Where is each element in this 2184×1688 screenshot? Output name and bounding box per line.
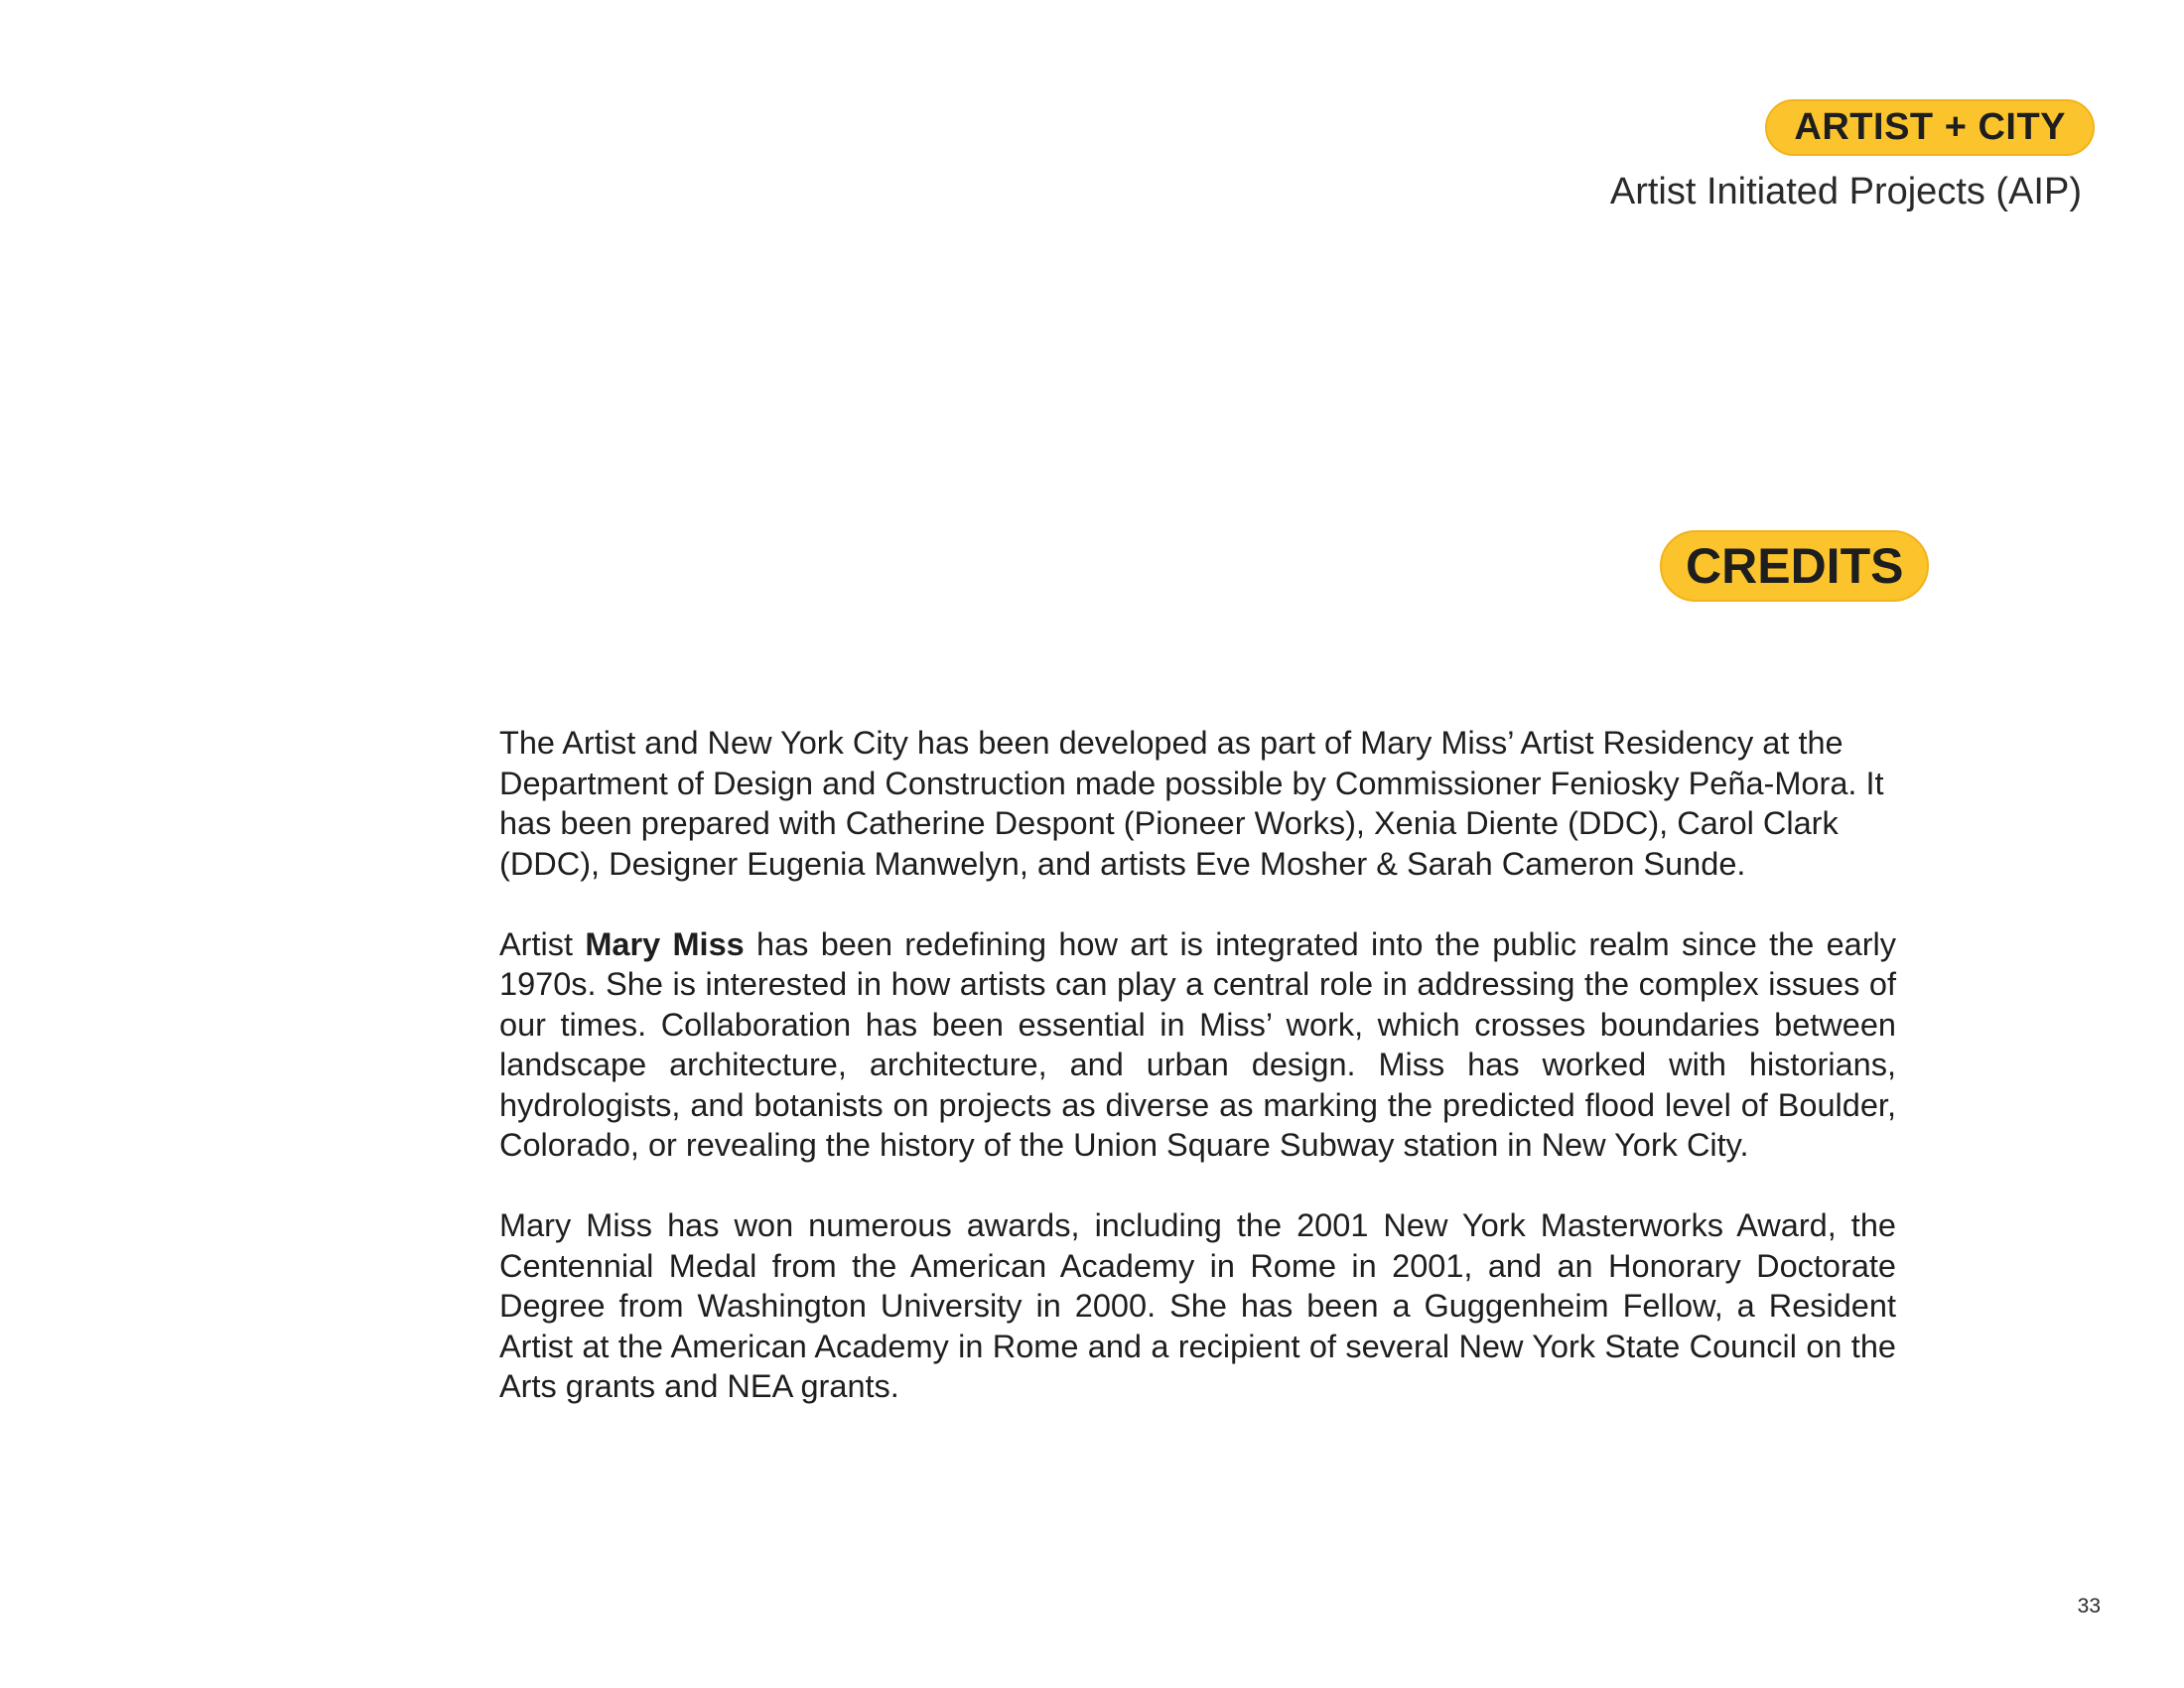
bio-paragraph — [499, 924, 1896, 1166]
section-title: CREDITS — [1660, 530, 1929, 602]
awards-paragraph: Mary Miss has won numerous awards, including the 2001 New York Masterworks Award, the Centennial Medal from the American Academy in Rome in 2001, and an Honorary Doctorate Degree from Washington University in 2000. She has been a Guggenheim Fellow, a Resident Artist at the American Academy in Rome and a recipient of several New York State Council on the Arts grants and NEA grants. — [499, 1207, 1896, 1404]
artist-name: Mary Miss — [585, 925, 745, 962]
credits-body — [499, 723, 1896, 1447]
bio-lead: Artist — [499, 925, 586, 962]
bio-text: has been redefining how art is integrated into the public realm since the early 1970s. She is interested in how artists can play a central role in addressing the complex issues of our times. Collaboration has been essential in Miss’ work, which crosses boundaries between landscape architecture, architecture, and urban design. Miss has worked with historians, hydrologists, and botanists on projects as diverse as marking the predicted flood level of Boulder, Colorado, or revealing the history of the Union Square Subway station in New York City. — [499, 925, 1897, 1163]
page-subtitle: Artist Initiated Projects (AIP) — [1609, 171, 2082, 212]
credits-paragraph: The Artist and New York City has been developed as part of Mary Miss’ Artist Residency at the Department of Design and Construction made possible by Commissioner Feniosky Peña-Mora. It has been prepared with Catherine Despont (Pioneer Works), Xenia Diente (DDC), Carol Clark (DDC), Designer Eugenia Manwelyn, and artists Eve Mosher & Sarah Cameron Sunde. — [499, 725, 1884, 882]
page-number: 33 — [2077, 1595, 2101, 1618]
section-tag: ARTIST + CITY — [1765, 99, 2095, 156]
